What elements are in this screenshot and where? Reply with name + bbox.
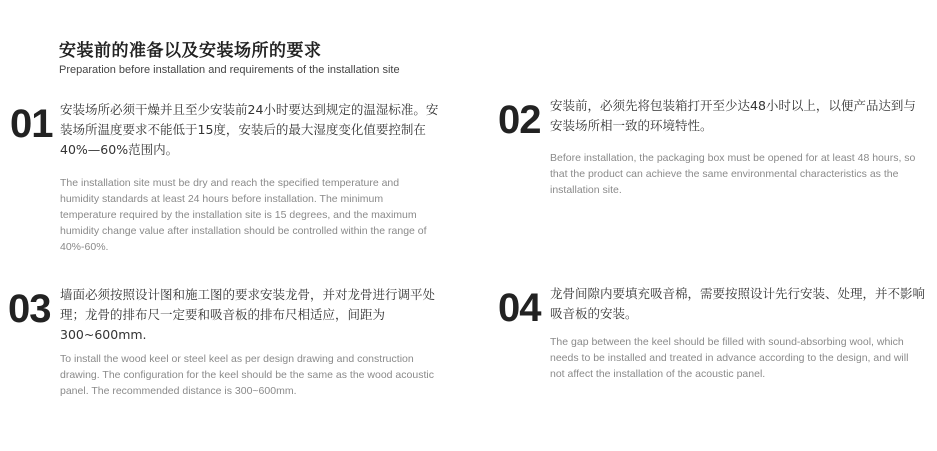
item-chinese-text: 安装场所必须干燥并且至少安装前24小时要达到规定的温湿标准。安装场所温度要求不能低于15度，安装后的最大湿度变化值要控制在40%—60%范围内。 xyxy=(60,102,439,157)
item-english-text: To install the wood keel or steel keel as per design drawing and construction drawing. The configuration for the keel should be the same as the wood acoustic panel. The recommended distance is 300~600mm. xyxy=(60,353,434,397)
item-chinese-text: 安装前，必须先将包装箱打开至少达48小时以上，以便产品达到与安装场所相一致的环境特性。 xyxy=(550,98,916,133)
item-chinese-text: 墙面必须按照设计图和施工图的要求安装龙骨，并对龙骨进行调平处理；龙骨的排布尺一定要和吸音板的排布尺相适应，间距为300~600mm. xyxy=(60,287,436,342)
section-header xyxy=(59,40,479,77)
requirement-item-01 xyxy=(10,100,440,260)
page-title: 安装前的准备以及安装场所的要求 xyxy=(59,41,322,61)
item-chinese-text: 龙骨间隙内要填充吸音棉，需要按照设计先行安装、处理，并不影响吸音板的安装。 xyxy=(550,286,926,321)
item-english-text: The installation site must be dry and reach the specified temperature and humidity standards at least 24 hours before installation. The minimum temperature required by the installation site is 15 degrees, and the maximum humidity change value after installation should be controlled within the range of 40%-60%. xyxy=(60,177,427,253)
item-number: 03 xyxy=(8,287,51,331)
item-number: 01 xyxy=(10,102,53,146)
item-english-text: The gap between the keel should be filled with sound-absorbing wool, which needs to be installed and treated in advance according to the design, and will not affect the installation of the acoustic panel. xyxy=(550,336,909,380)
item-number: 04 xyxy=(498,286,541,330)
item-number: 02 xyxy=(498,98,541,142)
requirement-item-03 xyxy=(8,285,448,425)
item-english-text: Before installation, the packaging box must be opened for at least 48 hours, so that the product can achieve the same environmental characteristics as the installation site. xyxy=(550,152,916,196)
requirement-item-04 xyxy=(498,284,928,384)
page-subtitle: Preparation before installation and requirements of the installation site xyxy=(59,64,400,76)
requirement-item-02 xyxy=(498,96,928,196)
